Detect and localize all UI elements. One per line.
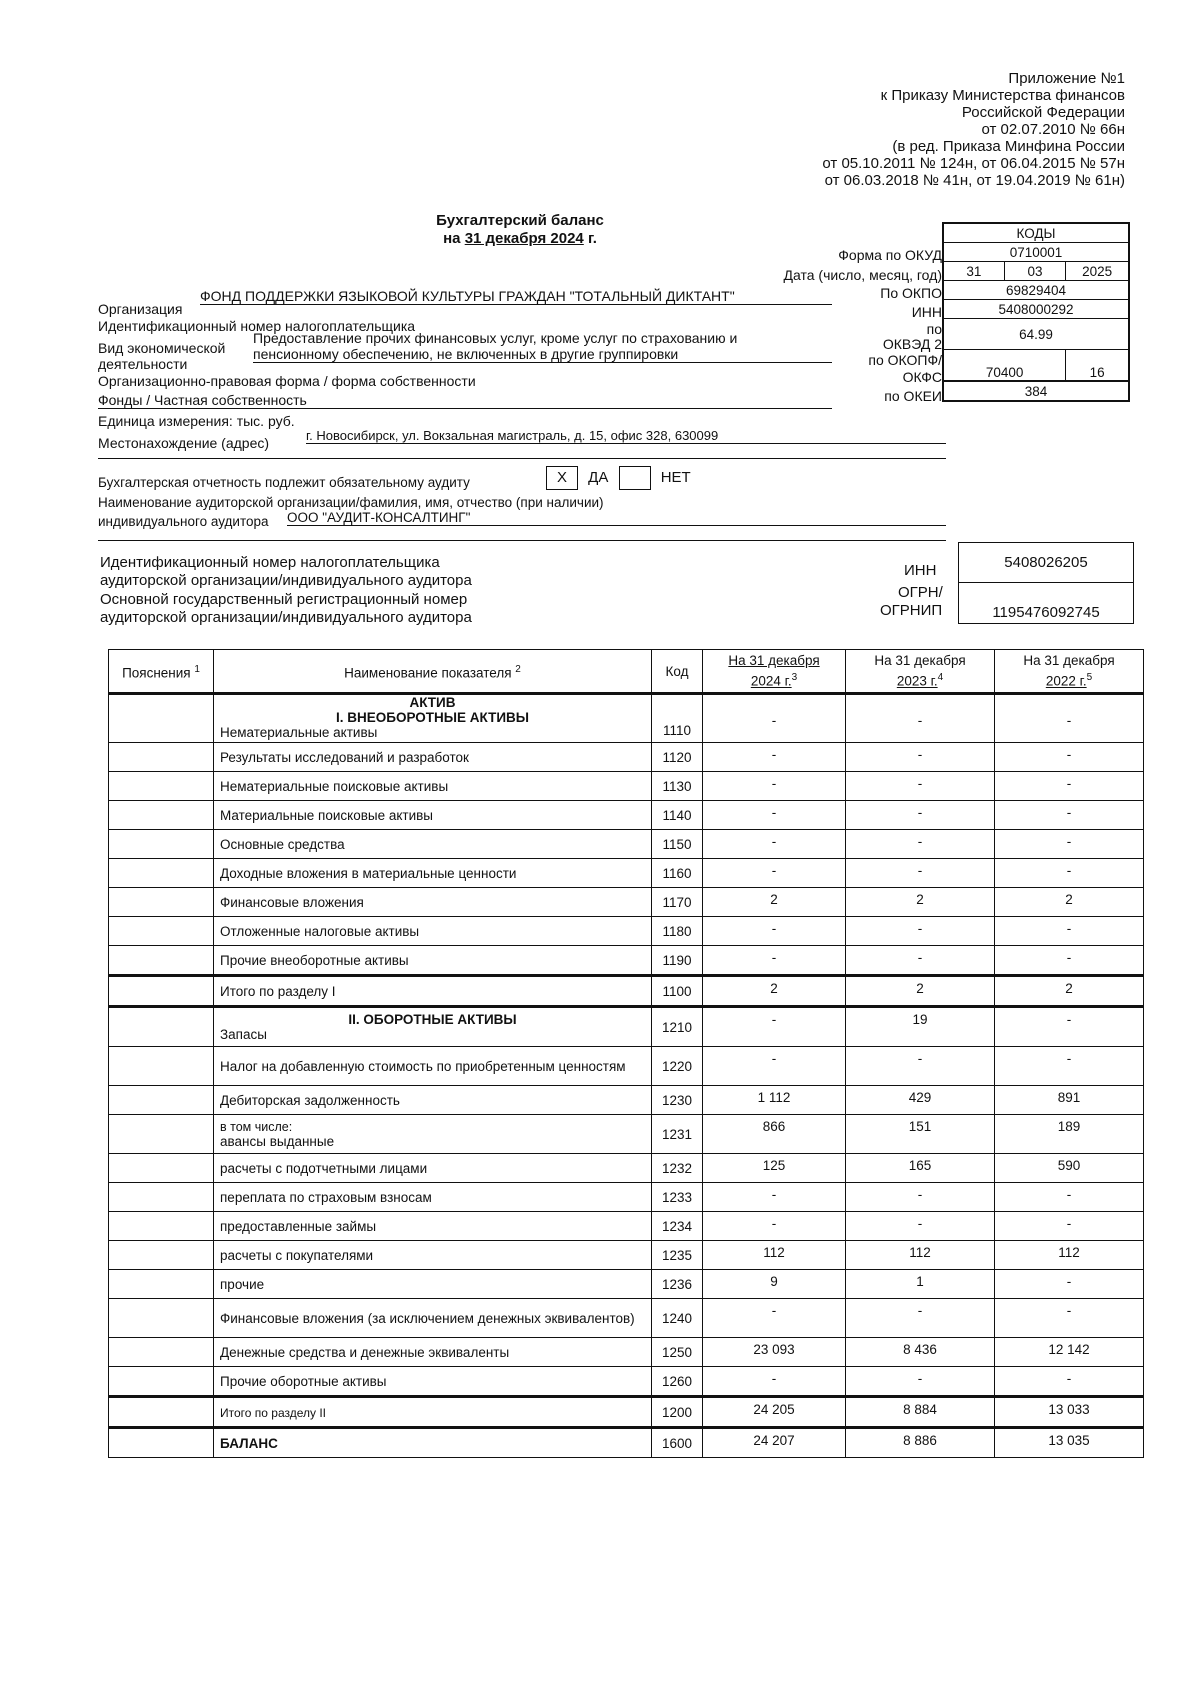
row-code: 1230 (652, 1086, 703, 1115)
table-row (109, 772, 1144, 801)
row-code: 1232 (652, 1154, 703, 1183)
value-2022: - (995, 917, 1144, 946)
activity-label-1: Вид экономической (98, 340, 226, 356)
value-2024: - (703, 801, 846, 830)
row-label: прочие (220, 1276, 265, 1292)
table-row (109, 1270, 1144, 1299)
row-label: предоставленные займы (220, 1218, 377, 1234)
row-label: переплата по страховым взносам (220, 1189, 432, 1205)
value-2022: - (995, 1007, 1144, 1047)
org-label: Организация (98, 301, 183, 317)
table-row (109, 1428, 1144, 1458)
value-2024: - (703, 917, 846, 946)
value-2023: - (846, 1367, 995, 1397)
table-row (109, 917, 1144, 946)
row-label: Дебиторская задолженность (220, 1092, 400, 1108)
table-row (109, 1212, 1144, 1241)
value-2022: 13 035 (995, 1428, 1144, 1458)
value-2022: 13 033 (995, 1397, 1144, 1428)
value-2023: 151 (846, 1115, 995, 1154)
value-2022: - (995, 830, 1144, 859)
value-2024: - (703, 1212, 846, 1241)
section-2-heading: II. ОБОРОТНЫЕ АКТИВЫ (348, 1012, 517, 1027)
value-2024: - (703, 1367, 846, 1397)
col-notes: Пояснения $^1$ (109, 650, 214, 694)
audit-no-checkbox[interactable] (619, 466, 651, 490)
row-label: Материальные поисковые активы (220, 807, 434, 823)
okei-value: 384 (943, 381, 1129, 401)
value-2022: - (995, 1183, 1144, 1212)
row-code: 1200 (652, 1397, 703, 1428)
auditor-inn-desc-2: аудиторской организации/индивидуального аудитора (100, 572, 472, 589)
table-row (109, 1183, 1144, 1212)
codes-header: КОДЫ (943, 223, 1129, 243)
date-day: 31 (943, 262, 1004, 281)
value-2023: 8 886 (846, 1428, 995, 1458)
value-2024: 1 112 (703, 1086, 846, 1115)
row-code: 1120 (652, 743, 703, 772)
row-label: расчеты с подотчетными лицами (220, 1160, 428, 1176)
row-code: 1240 (652, 1299, 703, 1338)
okved-value: 64.99 (943, 319, 1129, 350)
value-2024: - (703, 743, 846, 772)
value-2024: 112 (703, 1241, 846, 1270)
value-2022: - (995, 1367, 1144, 1397)
audit-choice: X ДА НЕТ (546, 466, 691, 490)
row-code: 1190 (652, 946, 703, 976)
inn-label: Идентификационный номер налогоплательщика (98, 318, 416, 334)
value-2024: - (703, 1183, 846, 1212)
value-2023: 2 (846, 976, 995, 1007)
table-row (109, 888, 1144, 917)
activity-value-1: Предоставление прочих финансовых услуг, кроме услуг по страхованию и (253, 330, 738, 346)
auditor-codes-box (958, 542, 1134, 624)
value-2024: 125 (703, 1154, 846, 1183)
value-2024: - (703, 1007, 846, 1047)
table-row (109, 859, 1144, 888)
row-label: Прочие внеоборотные активы (220, 952, 409, 968)
row-code: 1236 (652, 1270, 703, 1299)
auditor-name: ООО "АУДИТ-КОНСАЛТИНГ" (287, 510, 946, 526)
row-code: 1100 (652, 976, 703, 1007)
row-label: Налог на добавленную стоимость по приобретенным ценностям (220, 1058, 626, 1074)
value-2022: - (995, 772, 1144, 801)
value-2024: - (703, 1047, 846, 1086)
codes-table (942, 222, 1130, 402)
table-row (109, 1367, 1144, 1397)
value-2023: 2 (846, 888, 995, 917)
table-row (109, 1154, 1144, 1183)
divider (98, 458, 946, 459)
table-row (109, 1299, 1144, 1338)
address-label: Местонахождение (адрес) (98, 435, 270, 451)
auditor-label-1: Наименование аудиторской организации/фамилия, имя, отчество (при наличии) (98, 495, 604, 510)
value-2022: - (995, 1270, 1144, 1299)
date-year: 2025 (1066, 262, 1129, 281)
value-2023: 19 (846, 1007, 995, 1047)
value-2024: 2 (703, 888, 846, 917)
value-2022: - (995, 1212, 1144, 1241)
row-label: Денежные средства и денежные эквиваленты (220, 1344, 510, 1360)
value-2022: - (995, 1047, 1144, 1086)
row-label: Доходные вложения в материальные ценности (220, 865, 517, 881)
value-2023: - (846, 1212, 995, 1241)
auditor-inn-value: 5408026205 (959, 543, 1134, 583)
row-code: 1260 (652, 1367, 703, 1397)
table-row (109, 976, 1144, 1007)
inn-value: 5408000292 (943, 300, 1129, 319)
value-2023: - (846, 1299, 995, 1338)
row-label: Итого по разделу II (220, 1405, 327, 1420)
okfs-value: 16 (1066, 350, 1129, 382)
col-code: Код (652, 650, 703, 694)
audit-yes-checkbox[interactable]: X (546, 466, 578, 490)
row-label: Прочие оборотные активы (220, 1373, 387, 1389)
row-code: 1234 (652, 1212, 703, 1241)
activity-label-2: деятельности (98, 356, 188, 372)
table-row (109, 946, 1144, 976)
value-2023: - (846, 830, 995, 859)
value-2023: 165 (846, 1154, 995, 1183)
col-2022: На 31 декабря 2022 г.$^5$ (995, 650, 1144, 694)
value-2024: - (703, 859, 846, 888)
value-2022: 590 (995, 1154, 1144, 1183)
auditor-ogrn-label-1: ОГРН/ (898, 584, 943, 601)
value-2023: - (846, 772, 995, 801)
row-label: Отложенные налоговые активы (220, 923, 420, 939)
value-2023: - (846, 801, 995, 830)
row-code: 1130 (652, 772, 703, 801)
divider (98, 540, 946, 541)
row-code: 1600 (652, 1428, 703, 1458)
document-title: Бухгалтерский баланс на 31 декабря 2024 г. (400, 212, 640, 248)
value-2023: 429 (846, 1086, 995, 1115)
okpo-value: 69829404 (943, 281, 1129, 300)
table-row (109, 1397, 1144, 1428)
row-label: расчеты с покупателями (220, 1247, 374, 1263)
row-label: Итого по разделу I (220, 983, 336, 999)
section-1-heading: I. ВНЕОБОРОТНЫЕ АКТИВЫ (336, 710, 529, 725)
value-2022: 2 (995, 888, 1144, 917)
value-2024: 24 205 (703, 1397, 846, 1428)
legal-form-label: Организационно-правовая форма / форма собственности (98, 373, 476, 389)
value-2024: - (703, 772, 846, 801)
value-2024: 23 093 (703, 1338, 846, 1367)
row-code: 1231 (652, 1115, 703, 1154)
value-2022: - (995, 1299, 1144, 1338)
value-2023: 1 (846, 1270, 995, 1299)
row-code: 1160 (652, 859, 703, 888)
row-label: Финансовые вложения (за исключением денежных эквивалентов) (220, 1310, 635, 1326)
value-2024: - (703, 830, 846, 859)
auditor-inn-desc-1: Идентификационный номер налогоплательщика (100, 554, 440, 571)
value-2023: 8 884 (846, 1397, 995, 1428)
value-2024: 866 (703, 1115, 846, 1154)
row-code: 1210 (652, 1007, 703, 1047)
value-2022: 12 142 (995, 1338, 1144, 1367)
value-2023: - (846, 1047, 995, 1086)
row-code: 1250 (652, 1338, 703, 1367)
col-2023: На 31 декабря 2023 г.$^4$ (846, 650, 995, 694)
table-header-row (109, 650, 1144, 694)
table-row (109, 1241, 1144, 1270)
table-row (109, 830, 1144, 859)
value-2024: 9 (703, 1270, 846, 1299)
value-2023: - (846, 946, 995, 976)
activity-value-2: пенсионному обеспечению, не включенных в другие группировки (253, 346, 832, 363)
row-code: 1180 (652, 917, 703, 946)
auditor-ogrn-desc-1: Основной государственный регистрационный номер (100, 591, 468, 608)
table-row (109, 1007, 1144, 1047)
table-row (109, 1338, 1144, 1367)
audit-required-label: Бухгалтерская отчетность подлежит обязательному аудиту (98, 475, 470, 490)
value-2024: 24 207 (703, 1428, 846, 1458)
col-2024: На 31 декабря 2024 г.$^3$ (703, 650, 846, 694)
row-label: Запасы (220, 1027, 267, 1042)
table-row: АКТИВ I. ВНЕОБОРОТНЫЕ АКТИВЫ Нематериальные активы 1110 - - - (109, 694, 1144, 743)
table-row (109, 743, 1144, 772)
value-2023: 8 436 (846, 1338, 995, 1367)
row-code: 1170 (652, 888, 703, 917)
value-2022: 189 (995, 1115, 1144, 1154)
table-row (109, 1047, 1144, 1086)
auditor-label-2: индивидуального аудитора (98, 514, 269, 529)
value-2022: - (995, 859, 1144, 888)
value-2022: 2 (995, 976, 1144, 1007)
date-month: 03 (1004, 262, 1065, 281)
codes-labels: Форма по ОКУД Дата (число, месяц, год) По ОКПО ИНН по ОКВЭД 2 по ОКОПФ/ ОКФС по ОКЕИ (783, 247, 942, 404)
value-2022: 112 (995, 1241, 1144, 1270)
row-code: 1220 (652, 1047, 703, 1086)
row-label: БАЛАНС (220, 1435, 278, 1451)
unit-label: Единица измерения: тыс. руб. (98, 413, 295, 429)
okopf-value: 70400 (943, 350, 1066, 382)
col-name: Наименование показателя $^2$ (214, 650, 652, 694)
value-2023: - (846, 1183, 995, 1212)
row-label: авансы выданные (220, 1133, 335, 1149)
auditor-ogrn-value: 1195476092745 (959, 583, 1134, 624)
row-label: Основные средства (220, 836, 345, 852)
row-label: Нематериальные поисковые активы (220, 778, 449, 794)
row-code: 1233 (652, 1183, 703, 1212)
value-2024: - (703, 946, 846, 976)
value-2023: - (846, 859, 995, 888)
appendix-reference: Приложение №1 к Приказу Министерства финансов Российской Федерации от 02.07.2010 № 66н (в ред. Приказа Минфина России от 05.10.2011 № 124н, от 06.04.2015 № 57н от 06.03.2018 № 41н, от 19.04.2019 № 61н) (822, 70, 1125, 189)
auditor-ogrn-desc-2: аудиторской организации/индивидуального аудитора (100, 609, 472, 626)
value-2024: 2 (703, 976, 846, 1007)
value-2024: - (703, 1299, 846, 1338)
row-code: 1150 (652, 830, 703, 859)
org-name: ФОНД ПОДДЕРЖКИ ЯЗЫКОВОЙ КУЛЬТУРЫ ГРАЖДАН "ТОТАЛЬНЫЙ ДИКТАНТ" (200, 288, 832, 305)
value-2023: - (846, 917, 995, 946)
value-2022: - (995, 801, 1144, 830)
row-code: 1235 (652, 1241, 703, 1270)
title-date: на 31 декабря 2024 г. (443, 230, 597, 247)
value-2022: - (995, 743, 1144, 772)
table-row (109, 1086, 1144, 1115)
address-value: г. Новосибирск, ул. Вокзальная магистраль, д. 15, офис 328, 630099 (306, 428, 946, 444)
value-2023: - (846, 743, 995, 772)
section-asset-heading: АКТИВ (409, 695, 456, 710)
table-row (109, 801, 1144, 830)
row-label: Финансовые вложения (220, 894, 364, 910)
table-row: в том числе: авансы выданные 1231 866 151 189 (109, 1115, 1144, 1154)
value-2022: 891 (995, 1086, 1144, 1115)
row-code: 1140 (652, 801, 703, 830)
value-2022: - (995, 946, 1144, 976)
row-label: Результаты исследований и разработок (220, 749, 469, 765)
balance-table (108, 649, 1144, 1458)
auditor-ogrn-label-2: ОГРНИП (880, 602, 943, 619)
legal-form-value: Фонды / Частная собственность (98, 392, 832, 409)
value-2023: 112 (846, 1241, 995, 1270)
okud-value: 0710001 (943, 243, 1129, 262)
auditor-inn-label: ИНН (904, 562, 937, 579)
